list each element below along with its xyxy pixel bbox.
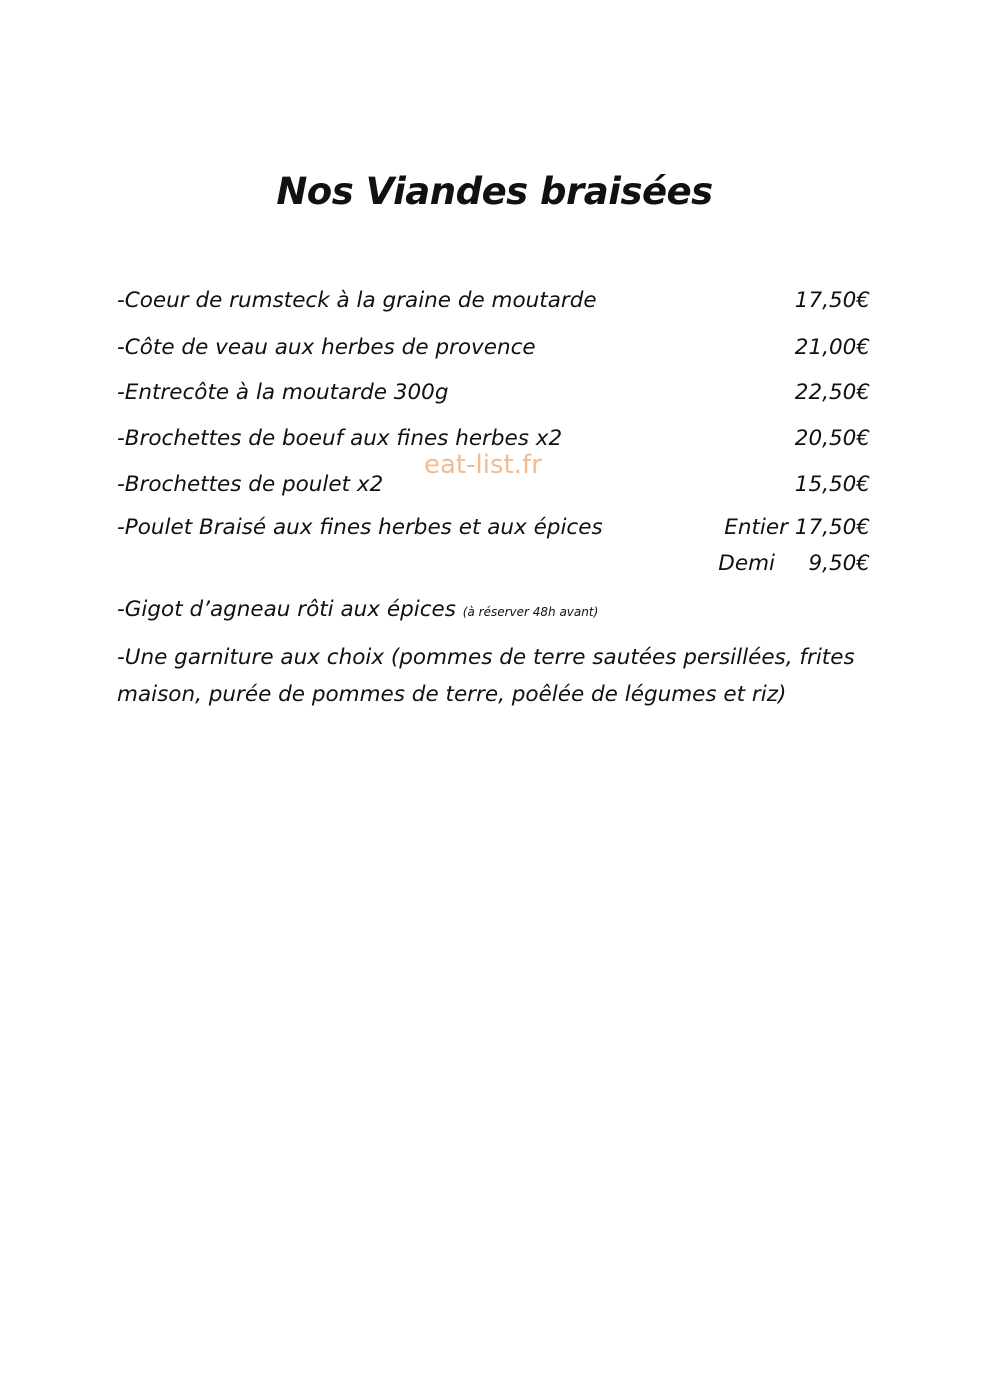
menu-item-name: -Brochettes de boeuf aux fines herbes x2 — [117, 426, 563, 451]
page-title: Nos Viandes braisées — [276, 170, 713, 213]
menu-item-name: -Coeur de rumsteck à la graine de moutarde — [117, 288, 597, 313]
menu-item-price: 21,00€ — [794, 335, 870, 360]
menu-item-price: 15,50€ — [794, 472, 870, 497]
half-option-price: 9,50€ — [808, 551, 870, 576]
menu-item-half-option — [117, 547, 870, 581]
half-option-label: Demi — [718, 551, 775, 576]
menu-item — [117, 284, 870, 318]
menu-item — [117, 511, 870, 545]
menu-item-name: -Gigot d’agneau rôti aux épices — [117, 597, 456, 622]
garniture-text: -Une garniture aux choix (pommes de terre sautées persillées, frites maison, purée de pommes de terre, poêlée de légumes et riz) — [117, 645, 855, 707]
reservation-note: (à réserver 48h avant) — [462, 605, 599, 619]
menu-item-price: Entier 17,50€ — [724, 515, 870, 540]
menu-item — [117, 331, 870, 365]
menu-item-name: -Côte de veau aux herbes de provence — [117, 335, 536, 360]
watermark: eat-list.fr — [424, 450, 542, 480]
menu-item-name: -Poulet Braisé aux fines herbes et aux épices — [117, 515, 603, 540]
menu-item-gigot — [117, 593, 870, 627]
menu-item-price: 22,50€ — [794, 380, 870, 405]
menu-item-price: 17,50€ — [794, 288, 870, 313]
menu-item-price: 20,50€ — [794, 426, 870, 451]
menu-item-name: -Brochettes de poulet x2 — [117, 472, 384, 497]
menu-item — [117, 376, 870, 410]
menu-item-name: -Entrecôte à la moutarde 300g — [117, 380, 449, 405]
